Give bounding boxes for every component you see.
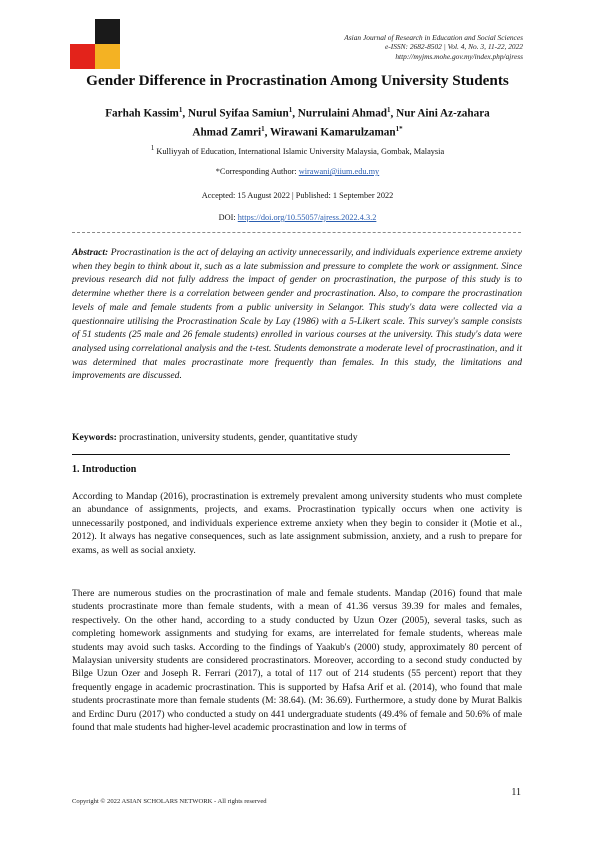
- author-name: Wirawani Kamarulzaman: [269, 126, 396, 139]
- author-name: Nurul Syifaa Samiun: [187, 107, 289, 120]
- journal-name: Asian Journal of Research in Education and Social Sciences: [344, 33, 523, 42]
- paper-title: Gender Difference in Procrastination Among University Students: [86, 72, 509, 89]
- section-heading: 1. Introduction: [72, 464, 137, 475]
- body-paragraph: There are numerous studies on the procrastination of male and female students. Mandap (2016) found that male students procrastinate more than female students, with a mean of 41.36 versus 39.39 for males and females, respectively. On the other hand, according to a study conducted by Uzun Ozer (2005), several tasks, such as completing homework assignments and studying for exams, are interrelated for female students, whereas male students may avoid such tasks. According to the findings of Yaakub's (2000) study, approximately 80 percent of Malaysian university students are considered procrastinators. Moreover, according to a second study conducted by Bilge Uzun Ozer and Joseph R. Ferrari (2017), a total of 117 out of 214 students (55 percent) report that they frequently engage in academic procrastination. This is supported by Hafsa Arif et al. (2014), who found that male students procrastinate more than female students (M: 38.64). (M: 36.69). Furthermore, a study done by Murat Balkis and Erdinc Duru (2017) who conducted a study on 441 undergraduate students (49.4% of female and 50.6% of male found that male students had higher-level academic procrastination and low in terms of: [72, 588, 522, 734]
- journal-header: [344, 33, 523, 61]
- author-name: Nur Aini Az-zahara: [396, 107, 490, 120]
- abstract-text: Procrastination is the act of delaying an activity unnecessarily, and individuals experience extreme anxiety when they begin to think about it, such as a late submission and pressure to complete the work or assignment. Since previous research did not fully address the impact of gender on procrastination, the purpose of this study is to determine whether there is a correlation between gender and procrastination. Also, to compare the procrastination levels of male and female students from a public university in Selangor. This study's data were collected via a questionnaire utilising the Procrastination Scale by Lay (1986) with a 5-Likert scale. This survey's sample consists of 51 students (25 male and 26 female students) enrolled in various courses at the university. This study's data were analysed using correlational analysis and the t-test. Students demonstrate a moderate level of procrastination, and it was determined that males procrastinate more frequently than females. In this study, the limitations and improvements are discussed.: [72, 247, 522, 382]
- header-divider: [72, 232, 521, 233]
- abstract-label: Abstract:: [72, 247, 109, 258]
- corresponding-email-link[interactable]: wirawani@iium.edu.my: [298, 167, 380, 176]
- journal-url[interactable]: http://myjms.mohe.gov.my/index.php/ajress: [395, 51, 523, 61]
- keywords-divider: [72, 454, 510, 455]
- logo-quadrant-yellow: [95, 44, 120, 69]
- logo-quadrant-white: [70, 19, 95, 44]
- publication-dates: Accepted: 15 August 2022 | Published: 1 September 2022: [201, 191, 394, 200]
- corresponding-author: *Corresponding Author: wirawani@iium.edu.my: [215, 167, 380, 176]
- keywords-text: procrastination, university students, gender, quantitative study: [119, 432, 358, 443]
- logo-quadrant-red: [70, 44, 95, 69]
- page-number: 11: [511, 787, 521, 798]
- logo-text: ASIAN Scholars Network: [121, 22, 138, 37]
- logo-quadrant-black: [95, 19, 138, 44]
- affiliation: $^1$ Kulliyyah of Education, International Islamic University Malaysia, Gombak, Malaysia: [150, 145, 445, 156]
- author-name: Farhah Kassim: [105, 107, 179, 120]
- doi-link[interactable]: https://doi.org/10.55057/ajress.2022.4.3.2: [237, 213, 377, 222]
- journal-issn: e-ISSN: 2682-8502 | Vol. 4, No. 3, 11-22, 2022: [385, 42, 523, 52]
- author-name: Nurrulaini Ahmad: [297, 107, 388, 120]
- abstract: [72, 246, 522, 383]
- doi: DOI: https://doi.org/10.55057/ajress.2022.4.3.2: [218, 213, 377, 222]
- keywords: [72, 432, 522, 443]
- author-name: Ahmad Zamri: [192, 126, 262, 139]
- body-paragraph: According to Mandap (2016), procrastination is extremely prevalent among university students who must complete an abundance of assignments, projects, and exams. Procrastination typically occurs when one activity is unnecessarily postponed, and individuals experience extreme anxiety when they begin to consider it (Motie et al., 2012). It always has negative consequences, such as late assignment submission, anxiety, and a rush to prepare for exams, as well as social anxiety.: [72, 491, 522, 556]
- copyright-footer: Copyright © 2022 ASIAN SCHOLARS NETWORK - All rights reserved: [72, 798, 267, 805]
- keywords-label: Keywords:: [72, 432, 117, 443]
- publisher-logo: [70, 19, 138, 69]
- author-list: Farhah Kassim$^1$, Nurul Syifaa Samiun$^1$, Nurrulaini Ahmad$^1$, Nur Aini Az-zahara Ahmad Zamri$^1$, Wirawani Kamarulzaman$^{1*}$: [105, 106, 490, 139]
